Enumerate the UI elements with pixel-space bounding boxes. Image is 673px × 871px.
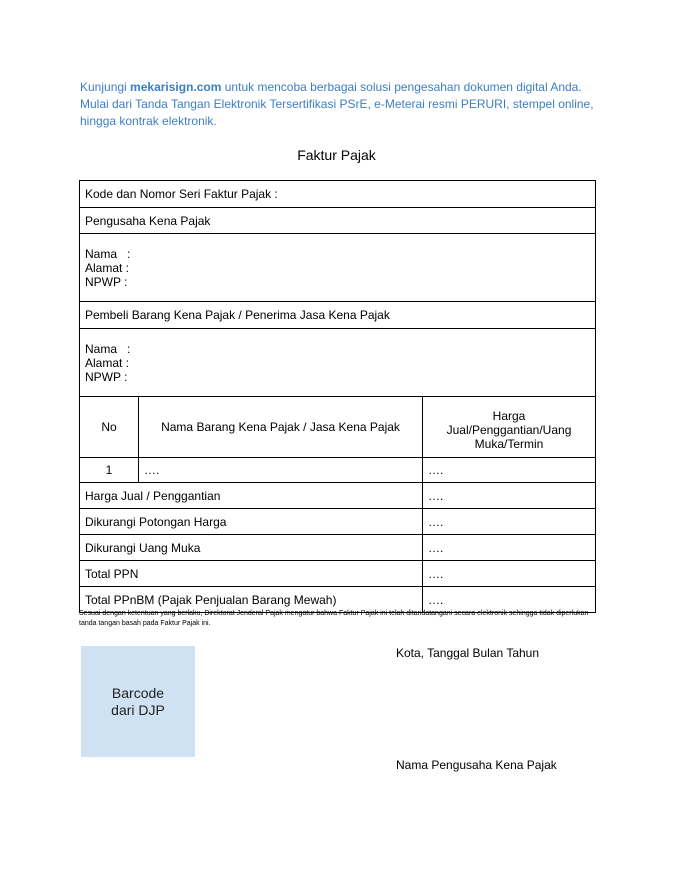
pengusaha-header-row <box>80 208 596 234</box>
header-no: No <box>80 397 139 458</box>
item-nama: …. <box>139 458 423 483</box>
pembeli-label: Pembeli Barang Kena Pajak / Penerima Jasa Kena Pajak <box>80 302 596 329</box>
pengusaha-nama: Nama : <box>85 246 131 261</box>
summary-row-uang-muka <box>80 535 596 561</box>
item-no: 1 <box>80 458 139 483</box>
pengusaha-npwp: NPWP : <box>85 274 128 289</box>
barcode-placeholder <box>81 646 195 757</box>
promo-link[interactable]: mekarisign.com <box>130 80 222 94</box>
pembeli-identity-row <box>80 329 596 397</box>
summary-value: …. <box>423 483 596 509</box>
barcode-line-2: dari DJP <box>111 701 165 718</box>
faktur-table <box>79 180 596 613</box>
summary-value: …. <box>423 535 596 561</box>
summary-label: Dikurangi Uang Muka <box>80 535 423 561</box>
promo-suffix: untuk mencoba berbagai solusi pengesahan dokumen digital Anda. Mulai dari Tanda Tangan Elektronik Tersertifikasi PSrE, e-Meterai resmi PERURI, stempel online, hingga kontrak elektronik. <box>80 80 594 128</box>
promo-text <box>80 79 600 130</box>
items-header-row <box>80 397 596 458</box>
summary-label: Total PPnBM (Pajak Penjualan Barang Mewah) <box>80 587 423 613</box>
pembeli-alamat: Alamat : <box>85 355 130 370</box>
table-row <box>80 458 596 483</box>
barcode-line-1: Barcode <box>111 684 165 701</box>
promo-prefix: Kunjungi <box>80 80 131 94</box>
nama-pengusaha-signature: Nama Pengusaha Kena Pajak <box>396 758 557 772</box>
kode-seri-label: Kode dan Nomor Seri Faktur Pajak : <box>80 181 596 208</box>
item-harga: …. <box>423 458 596 483</box>
summary-label: Dikurangi Potongan Harga <box>80 509 423 535</box>
summary-row-potongan-harga <box>80 509 596 535</box>
kode-seri-row <box>80 181 596 208</box>
summary-value: …. <box>423 509 596 535</box>
pengusaha-identity-row <box>80 234 596 302</box>
summary-row-harga-jual <box>80 483 596 509</box>
pembeli-nama: Nama : <box>85 341 131 356</box>
summary-label: Total PPN <box>80 561 423 587</box>
pembeli-identity-cell <box>80 329 596 397</box>
pengusaha-identity-cell <box>80 234 596 302</box>
header-nama-barang: Nama Barang Kena Pajak / Jasa Kena Pajak <box>139 397 423 458</box>
summary-value: …. <box>423 561 596 587</box>
pengusaha-label: Pengusaha Kena Pajak <box>80 208 596 234</box>
summary-row-total-ppn <box>80 561 596 587</box>
kota-tanggal: Kota, Tanggal Bulan Tahun <box>396 646 540 660</box>
header-harga: Harga Jual/Penggantian/Uang Muka/Termin <box>423 397 596 458</box>
legal-note: Sesuai dengan ketentuan yang berlaku, Direktorat Jenderal Pajak mengatur bahwa Faktur Pajak ini telah ditandatangani secara elektronik sehingga tidak diperlukan tanda tangan basah pada Faktur Pajak ini. <box>79 610 589 627</box>
pembeli-header-row <box>80 302 596 329</box>
document-title: Faktur Pajak <box>297 147 376 163</box>
summary-label: Harga Jual / Penggantian <box>80 483 423 509</box>
summary-value: …. <box>423 587 596 613</box>
pembeli-npwp: NPWP : <box>85 369 128 384</box>
pengusaha-alamat: Alamat : <box>85 260 130 275</box>
